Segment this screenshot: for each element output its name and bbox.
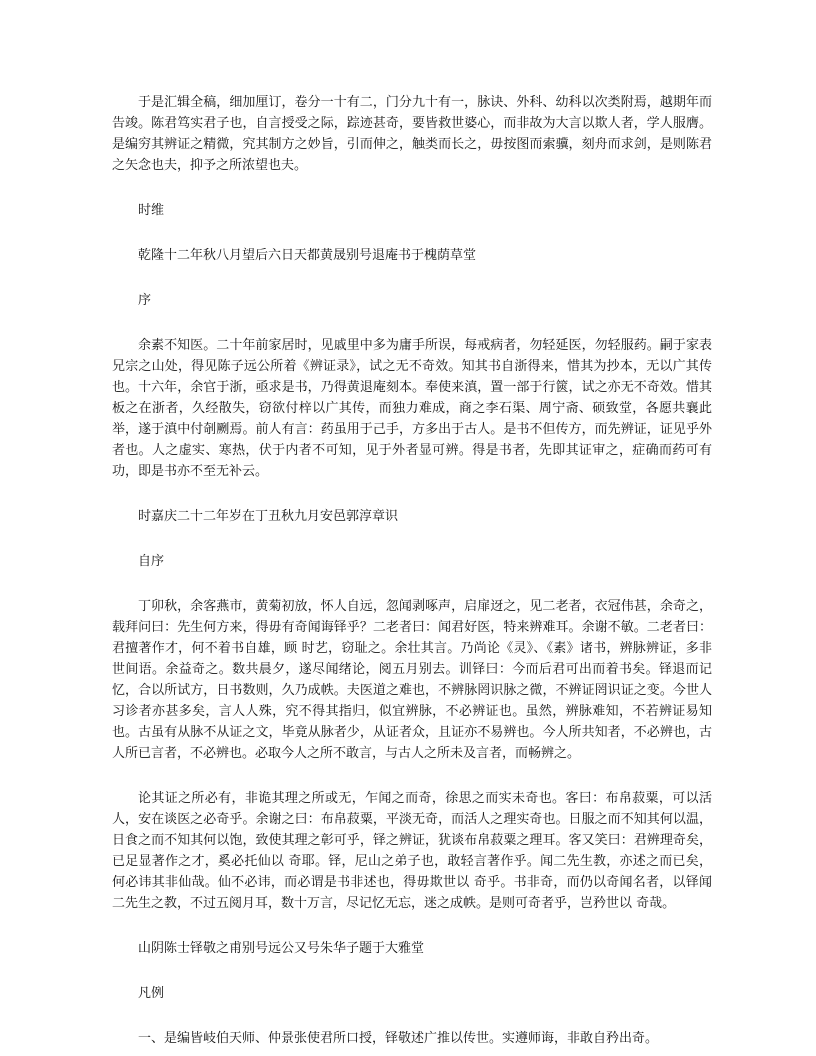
author-preface-paragraph-2: 论其证之所必有，非诡其理之所或无，乍闻之而奇，徐思之而实未奇也。客曰：布帛菽粟，可以活人，安在谈医之必奇乎。余谢之曰：布帛菽粟，平淡无奇，而活人之理实奇也。日服之而不知其何以温，日食之而不知其何以饱，致使其理之彰可乎，铎之辨证，犹谈布帛菽粟之理耳。客又笑曰：君辨理奇矣，已足显著作之才，奚必托仙以 奇耶。铎，尼山之弟子也，敢轻言著作乎。闻二先生教，亦述之而已矣，何必讳其非仙哉。仙不必讳，而必谓是书非述也，得毋欺世以 奇乎。书非奇，而仍以奇闻名者，以铎闻二先生之教，不过五阅月耳，数十万言，尽记忆无忘，迷之成帙。是则可奇者乎，岂矜世以 奇哉。 xyxy=(112,791,712,911)
signature-chen-shiduo: 山阴陈士铎敬之甫别号远公又号朱华子题于大雅堂 xyxy=(138,941,425,956)
section-heading-general-rules: 凡例 xyxy=(138,986,165,1001)
date-line: 时维 xyxy=(138,203,165,218)
signature-huang-sheng: 乾隆十二年秋八月望后六日天都黄晟别号退庵书于槐荫草堂 xyxy=(138,248,477,263)
section-heading-preface: 序 xyxy=(138,293,152,308)
section-heading-author-preface: 自序 xyxy=(138,554,165,569)
document-page xyxy=(112,92,712,1049)
preface-paragraph-guo: 余素不知医。二十年前家居时，见戚里中多为庸手所误，每戒病者，勿轻延医，勿轻服药。嗣于家表兄宗之山处，得见陈子远公所着《辨证录》，试之无不奇效。知其书自浙得来，惜其为抄本，无以广其传也。十六年，余官于浙，亟求是书，乃得黄退庵刻本。奉使来滇，置一部于行篋，试之亦无不奇效。惜其板之在浙者，久经散失，窃欲付梓以广其传，而独力难成，商之李石渠、周宁斋、硕致堂，各愿共襄此举，遂于滇中付剞劂焉。前人有言：药虽用于己手，方多出于古人。是书不但传方，而先辨证，证见乎外者也。人之虚实、寒热，伏于内者不可知，见于外者显可辨。得是书者，先即其证审之，症确而药可有功，即是书亦不至无补云。 xyxy=(112,338,712,479)
general-rules-item-1: 一、是编皆岐伯天师、仲景张使君所口授，铎敬述广推以传世。实遵师诲，非敢自矜出奇。 xyxy=(138,1031,659,1046)
signature-guo-chunzhang: 时嘉庆二十二年岁在丁丑秋九月安邑郭淳章识 xyxy=(138,509,399,524)
preface-paragraph-closing: 于是汇辑全稿，细加厘订，卷分一十有二，门分九十有一，脉诀、外科、幼科以次类附焉，越期年而告竣。陈君笃实君子也，自言授受之际，踪迹甚奇，要皆救世婆心，而非故为大言以欺人者，学人服膺。是编穷其辨证之精微，究其制方之妙旨，引而伸之，触类而长之，毋按图而索骥，刻舟而求剑，是则陈君之矢念也夫，抑予之所浓望也夫。 xyxy=(112,95,712,173)
author-preface-paragraph-1: 丁卯秋，余客燕市，黄菊初放，怀人自远，忽闻剥啄声，启扉迓之，见二老者，衣冠伟甚，余奇之，载拜问曰：先生何方来，得毋有奇闻诲铎乎？二老者曰：闻君好医，特来辨难耳。余谢不敏。二老者曰：君擅著作才，何不着书自雄，顾 时艺，窃耻之。余壮其言。乃尚论《灵》、《素》诸书，辨脉辨证，多非世间语。余益奇之。数共晨夕，遂尽闻绪论，阅五月别去。训铎曰：今而后君可出而着书矣。铎退而记忆，合以所试方，日书数则，久乃成帙。夫医道之难也，不辨脉罔识脉之微，不辨证罔识证之变。今世人习诊者亦甚多矣，言人人殊，究不得其指归，似宜辨脉，不必辨证也。虽然，辨脉难知，不若辨证易知也。古虽有从脉不从证之文，毕竟从脉者少，从证者众，且证亦不易辨也。今人所共知者，不必辨也，古人所已言者，不必辨也。必取今人之所不敢言，与古人之所未及言者，而畅辨之。 xyxy=(112,599,712,761)
